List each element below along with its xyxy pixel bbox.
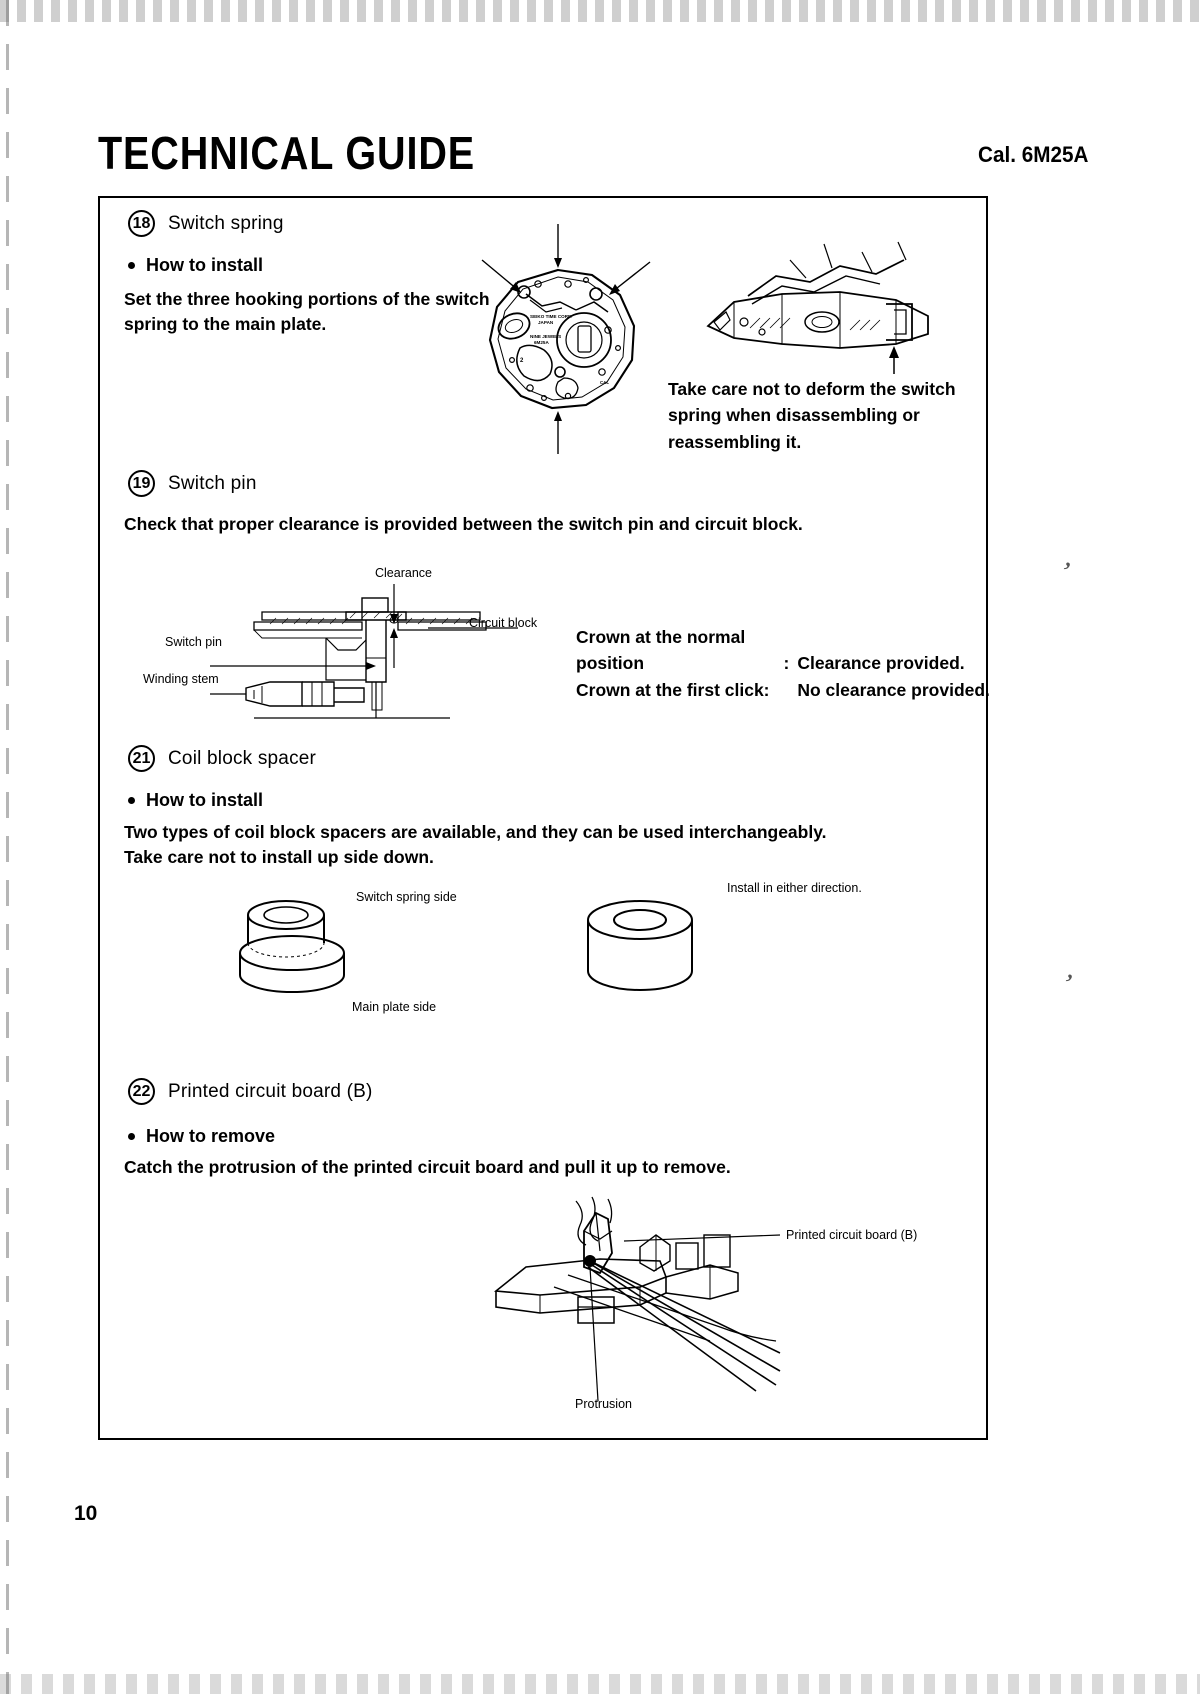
section-title: Coil block spacer [168,747,317,769]
crown-condition-cell [576,624,770,677]
protrusion-label: Protrusion [575,1397,632,1411]
scan-speck-right-lower: ’ [1057,967,1078,1002]
section-heading-22 [128,1078,373,1105]
subheading-label: How to remove [146,1126,276,1146]
crown-colon-cell [770,624,798,677]
crown-table-row [576,624,990,677]
section-18-caution [668,376,968,455]
section-title: Printed circuit board (B) [168,1080,373,1102]
section-19-body-text: Check that proper clearance is provided between the switch pin and circuit block. [124,514,803,534]
crown-colon-cell [770,677,798,703]
section-number-badge: 22 [128,1078,155,1105]
crown-table-row [576,677,990,703]
clearance-label: Clearance [375,566,432,580]
svg-text:6M25A: 6M25A [534,340,549,345]
section-18-body-line-2: spring to the main plate. [124,313,327,334]
subheading-how-to-remove-22 [128,1126,275,1147]
main-plate-side-label: Main plate side [352,1000,437,1014]
caliber-label: Cal. 6M25A [977,142,1088,167]
scan-edge-top [0,0,1200,22]
section-heading-21 [128,745,316,772]
crown-colon: : [783,653,790,674]
crown-result-text: Clearance provided. [797,653,965,674]
subheading-label: How to install [146,790,263,810]
subheading-how-to-install-18 [128,255,263,276]
section-19-body [124,512,824,537]
page-number: 10 [74,1502,98,1525]
subheading-label: How to install [146,255,263,275]
scan-speck-right-upper: ’ [1055,555,1076,590]
section-title: Switch spring [168,212,284,234]
section-18-body [124,287,524,337]
crown-condition-line-1: Crown at the normal [576,627,746,647]
section-number-badge: 19 [128,470,155,497]
section-heading-18 [128,210,284,237]
svg-text:JAPAN: JAPAN [538,320,554,325]
crown-result-cell [797,624,990,677]
ring-spacer-diagram [580,895,700,1005]
crown-condition-line-2: position [576,653,645,674]
section-18-body-line-1: Set the three hooking portions of the switch [124,289,490,309]
section-number-badge: 21 [128,745,155,772]
winding-stem-label: Winding stem [143,672,219,686]
section-number-badge: 18 [128,210,155,237]
crown-result-cell [797,677,990,703]
svg-text:2: 2 [520,358,524,364]
section-21-body-line-2: Take care not to install up side down. [124,846,434,867]
section-heading-19 [128,470,257,497]
section-title: Switch pin [168,472,257,494]
crown-condition-line-1: Crown at the first click: [576,679,770,700]
caution-line-1: Take care not to deform the switch [668,379,956,399]
svg-text:CAL: CAL [600,380,610,385]
printed-circuit-board-label: Printed circuit board (B) [786,1228,918,1242]
movement-diagram [468,222,678,457]
switch-spring-closeup-diagram [690,230,948,375]
section-21-body-line-1: Two types of coil block spacers are available, and they can be used interchangeably. [124,822,827,842]
caution-line-2: spring when disassembling or [668,405,920,426]
scan-edge-left [6,0,9,1694]
crown-result-text: No clearance provided. [797,679,990,700]
crown-clearance-table [576,624,990,703]
circuit-block-label: Circuit block [469,616,538,630]
section-21-body [124,820,864,870]
svg-text:NINE JEWELS: NINE JEWELS [530,334,562,339]
install-either-direction-label: Install in either direction. [727,881,862,895]
svg-text:SEIKO TIME CORP.: SEIKO TIME CORP. [530,314,572,319]
switch-spring-side-label: Switch spring side [356,890,457,904]
page-title: TECHNICAL GUIDE [98,127,476,179]
section-22-body [124,1155,844,1180]
scan-edge-bottom [0,1674,1200,1694]
crown-table-grid [576,624,990,703]
stepped-spacer-diagram [232,895,362,1005]
section-22-body-text: Catch the protrusion of the printed circuit board and pull it up to remove. [124,1157,731,1177]
caution-line-3: reassembling it. [668,431,802,452]
subheading-how-to-install-21 [128,790,263,811]
switch-pin-label: Switch pin [165,635,222,649]
crown-condition-cell [576,677,770,703]
